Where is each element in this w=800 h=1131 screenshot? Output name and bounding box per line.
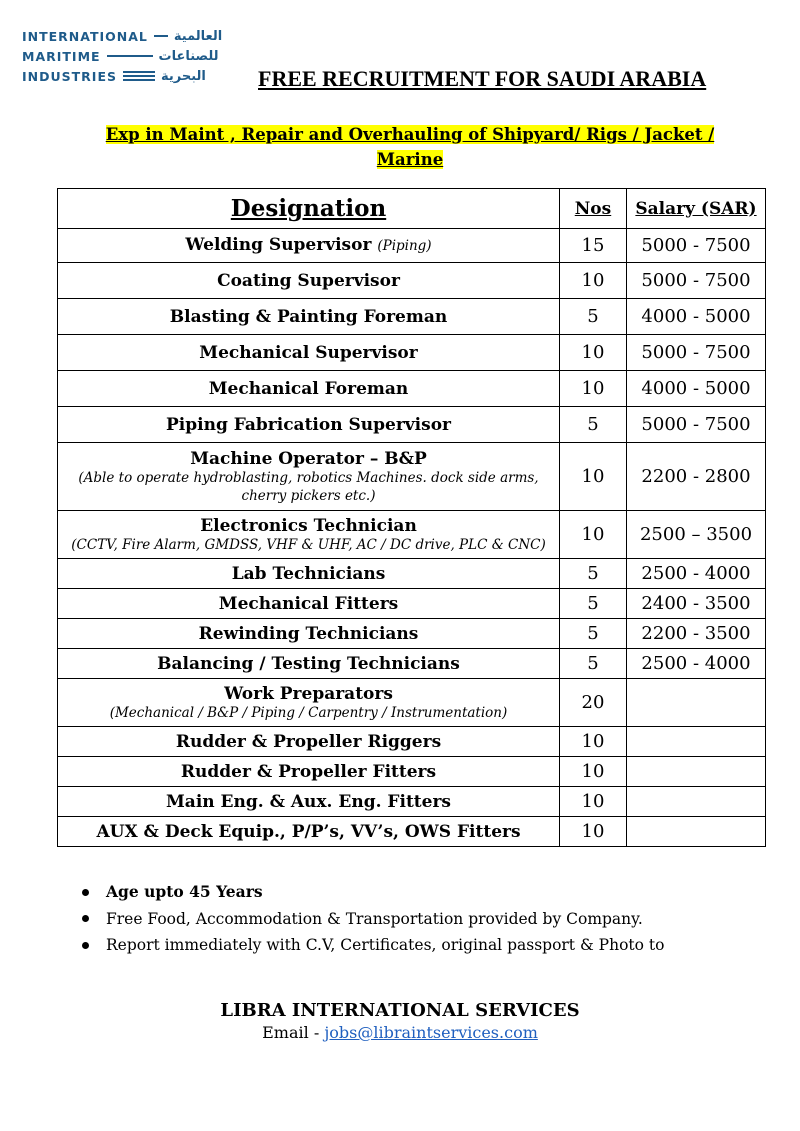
nos-cell: 10 xyxy=(560,817,627,847)
table-row xyxy=(58,443,766,511)
designation-cell xyxy=(58,511,560,559)
designation-cell xyxy=(58,263,560,299)
salary-cell xyxy=(627,817,766,847)
designation-title: Lab Technicians xyxy=(231,563,386,584)
table-row xyxy=(58,589,766,619)
designation-cell xyxy=(58,727,560,757)
bullet-icon xyxy=(82,915,89,922)
designation-cell xyxy=(58,443,560,511)
designation-title: Mechanical Supervisor xyxy=(199,342,418,363)
subtitle-line-2: Marine xyxy=(376,150,444,169)
designation-cell xyxy=(58,407,560,443)
salary-cell: 5000 - 7500 xyxy=(627,263,766,299)
designation-cell xyxy=(58,229,560,263)
salary-cell: 5000 - 7500 xyxy=(627,407,766,443)
table-row xyxy=(58,649,766,679)
table-row xyxy=(58,757,766,787)
logo-text-industries: INDUSTRIES xyxy=(22,68,117,84)
bullet-icon xyxy=(82,942,89,949)
salary-cell: 2500 - 4000 xyxy=(627,559,766,589)
designation-title: Work Preparators xyxy=(224,683,393,704)
nos-cell: 10 xyxy=(560,757,627,787)
email-line xyxy=(0,1023,800,1042)
salary-cell: 2500 – 3500 xyxy=(627,511,766,559)
designation-title: AUX & Deck Equip., P/P’s, VV’s, OWS Fitters xyxy=(96,821,521,842)
nos-cell: 5 xyxy=(560,299,627,335)
list-item: Age upto 45 Years xyxy=(82,879,664,906)
designation-title: Electronics Technician xyxy=(200,515,417,536)
designation-cell xyxy=(58,679,560,727)
designation-title: Rewinding Technicians xyxy=(198,623,419,644)
table-row xyxy=(58,511,766,559)
salary-cell: 4000 - 5000 xyxy=(627,299,766,335)
designation-title: Rudder & Propeller Fitters xyxy=(180,761,437,782)
designation-title: Rudder & Propeller Riggers xyxy=(175,731,442,752)
nos-cell: 10 xyxy=(560,787,627,817)
logo-arabic-line3: البحرية xyxy=(161,68,206,84)
header-nos: Nos xyxy=(560,189,627,229)
designation-title: Machine Operator – B&P xyxy=(190,448,427,469)
nos-cell: 5 xyxy=(560,407,627,443)
designation-cell xyxy=(58,371,560,407)
salary-cell xyxy=(627,679,766,727)
salary-cell: 2200 - 3500 xyxy=(627,619,766,649)
designation-title: Welding Supervisor xyxy=(185,235,372,255)
jobs-table xyxy=(57,188,766,847)
table-row xyxy=(58,263,766,299)
table-row xyxy=(58,407,766,443)
subtitle-line-1: Exp in Maint , Repair and Overhauling of Shipyard/ Rigs / Jacket / xyxy=(105,125,715,144)
table-row xyxy=(58,559,766,589)
designation-title: Blasting & Painting Foreman xyxy=(169,306,448,327)
designation-cell xyxy=(58,299,560,335)
subtitle xyxy=(60,122,760,172)
salary-cell xyxy=(627,727,766,757)
designation-title: Balancing / Testing Technicians xyxy=(157,653,460,674)
designation-title: Mechanical Foreman xyxy=(208,378,409,399)
nos-cell: 10 xyxy=(560,335,627,371)
designation-note: (CCTV, Fire Alarm, GMDSS, VHF & UHF, AC / DC drive, PLC & CNC) xyxy=(71,536,546,553)
nos-cell: 5 xyxy=(560,559,627,589)
table-row xyxy=(58,371,766,407)
logo-text-international: INTERNATIONAL xyxy=(22,28,148,44)
logo-text-maritime: MARITIME xyxy=(22,48,101,64)
designation-title: Piping Fabrication Supervisor xyxy=(166,414,451,435)
header-salary: Salary (SAR) xyxy=(627,189,766,229)
table-row xyxy=(58,787,766,817)
table-row xyxy=(58,817,766,847)
designation-cell xyxy=(58,335,560,371)
table-row xyxy=(58,299,766,335)
email-label: Email - xyxy=(262,1023,325,1042)
designation-note: (Mechanical / B&P / Piping / Carpentry / Instrumentation) xyxy=(109,704,508,721)
salary-cell xyxy=(627,787,766,817)
page-title: FREE RECRUITMENT FOR SAUDI ARABIA xyxy=(258,66,707,91)
salary-cell: 2500 - 4000 xyxy=(627,649,766,679)
designation-note: (Able to operate hydroblasting, robotics Machines. dock side arms, cherry pickers etc.) xyxy=(78,469,539,504)
designation-title: Mechanical Fitters xyxy=(218,593,399,614)
nos-cell: 5 xyxy=(560,649,627,679)
logo-arabic-line2: للصناعات xyxy=(158,48,219,64)
designation-title: Coating Supervisor xyxy=(217,270,400,291)
salary-cell xyxy=(627,757,766,787)
requirements-list xyxy=(82,879,664,959)
nos-cell: 20 xyxy=(560,679,627,727)
designation-cell xyxy=(58,649,560,679)
table-row xyxy=(58,335,766,371)
designation-cell xyxy=(58,619,560,649)
company-logo xyxy=(22,26,242,86)
salary-cell: 2200 - 2800 xyxy=(627,443,766,511)
designation-title: Main Eng. & Aux. Eng. Fitters xyxy=(165,791,451,812)
list-item: Free Food, Accommodation & Transportation provided by Company. xyxy=(82,906,664,933)
nos-cell: 10 xyxy=(560,371,627,407)
designation-cell xyxy=(58,589,560,619)
bullet-icon xyxy=(82,889,89,896)
designation-cell xyxy=(58,817,560,847)
logo-arabic-line1: العالمية xyxy=(173,28,223,44)
email-link[interactable]: jobs@libraintservices.com xyxy=(324,1023,538,1042)
designation-cell xyxy=(58,559,560,589)
waves-icon xyxy=(123,70,155,82)
nos-cell: 10 xyxy=(560,263,627,299)
table-row xyxy=(58,679,766,727)
nos-cell: 5 xyxy=(560,589,627,619)
nos-cell: 10 xyxy=(560,443,627,511)
nos-cell: 10 xyxy=(560,511,627,559)
salary-cell: 5000 - 7500 xyxy=(627,229,766,263)
nos-cell: 10 xyxy=(560,727,627,757)
nos-cell: 5 xyxy=(560,619,627,649)
nos-cell: 15 xyxy=(560,229,627,263)
logo-divider xyxy=(154,35,168,37)
list-item: Report immediately with C.V, Certificates, original passport & Photo to xyxy=(82,932,664,959)
table-row xyxy=(58,727,766,757)
designation-cell xyxy=(58,757,560,787)
header-designation: Designation xyxy=(58,189,560,229)
company-name: LIBRA INTERNATIONAL SERVICES xyxy=(220,1000,580,1021)
table-row xyxy=(58,619,766,649)
designation-inline-note: (Piping) xyxy=(377,238,432,254)
salary-cell: 5000 - 7500 xyxy=(627,335,766,371)
designation-cell xyxy=(58,787,560,817)
logo-divider xyxy=(107,55,153,57)
salary-cell: 4000 - 5000 xyxy=(627,371,766,407)
table-row xyxy=(58,229,766,263)
salary-cell: 2400 - 3500 xyxy=(627,589,766,619)
